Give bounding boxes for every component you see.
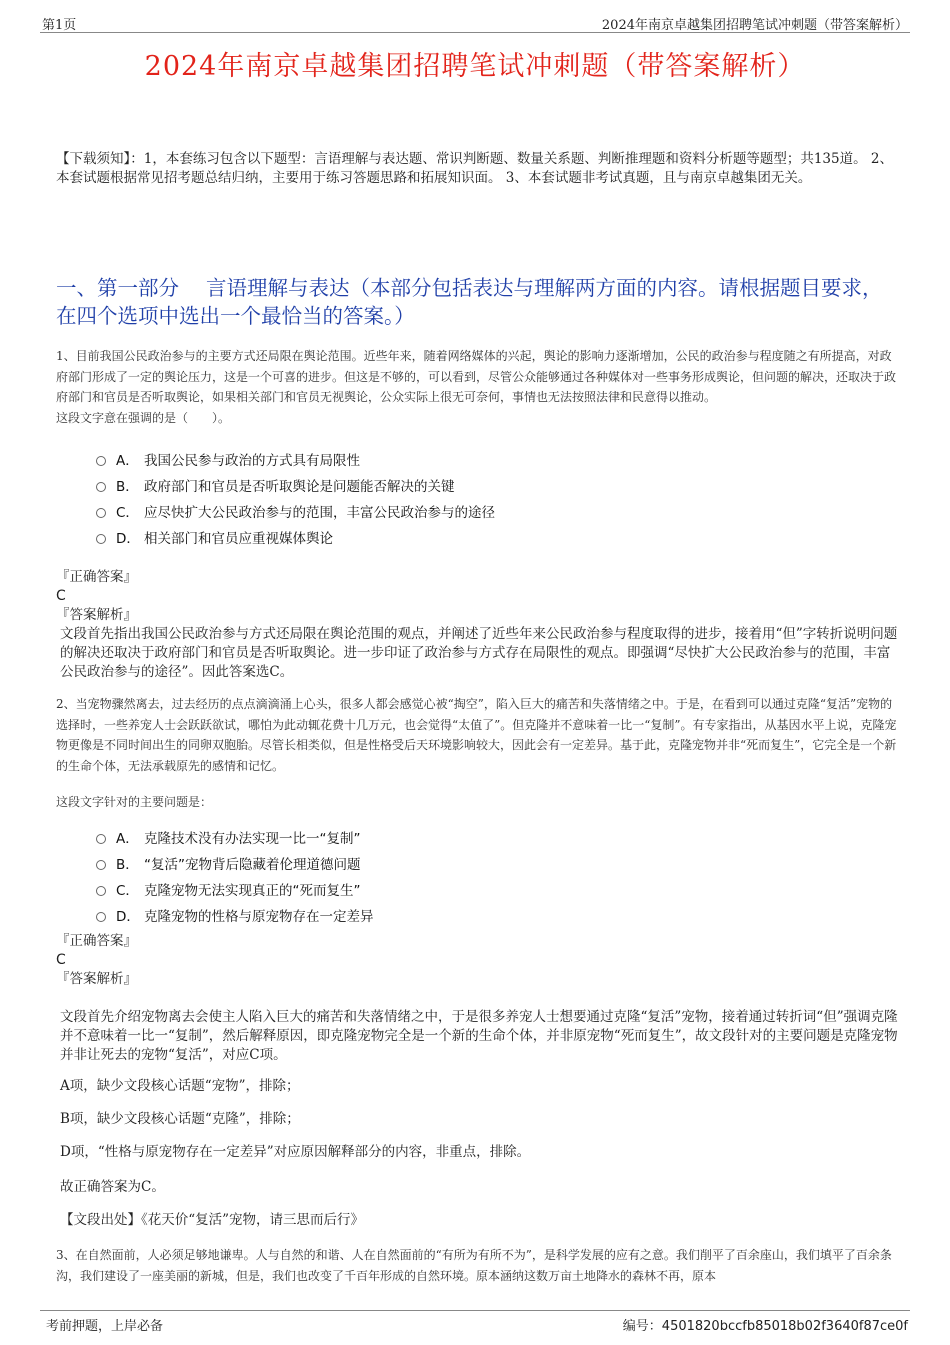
q1-option-d[interactable]: D． 相关部门和官员应重视媒体舆论: [96, 524, 896, 550]
answer-label: 『正确答案』: [56, 933, 137, 949]
radio-icon[interactable]: [96, 508, 106, 518]
radio-icon[interactable]: [96, 834, 106, 844]
doc-id: 编号：4501820bccfb85018b02f3640f87ce0f: [622, 1319, 908, 1334]
q2-source: 【文段出处】《花天价“复活”宠物，请三思而后行》: [60, 1212, 365, 1228]
footer-slogan: 考前押题，上岸必备: [46, 1319, 164, 1334]
radio-icon[interactable]: [96, 912, 106, 922]
radio-icon[interactable]: [96, 860, 106, 870]
answer-label: 『正确答案』: [56, 569, 137, 585]
page-footer: [40, 1310, 910, 1335]
q2-option-a[interactable]: A． 克隆技术没有办法实现一比一“复制”: [96, 824, 896, 850]
section-title: 一、第一部分 言语理解与表达（本部分包括表达与理解两方面的内容。请根据题目要求，在四个选项中选出一个最恰当的答案。）: [56, 276, 883, 328]
radio-icon[interactable]: [96, 886, 106, 896]
q1-option-b[interactable]: B． 政府部门和官员是否听取舆论是问题能否解决的关键: [96, 472, 896, 498]
question-3-text: 3、在自然面前，人必须足够地谦卑。人与自然的和谐、人在自然面前的“有所为有所不为”，是科学发展的应有之意。我们削平了百余座山，我们填平了百余条沟，我们建设了一座美丽的新城，但是，我们也改变了千百年形成的自然环境。原本涵纳这数万亩土地降水的森林不再，原本: [56, 1248, 892, 1283]
question-1-stem: 这段文字意在强调的是（ ）。: [56, 410, 231, 425]
question-2-answer-block: [56, 932, 902, 989]
question-2-options: [96, 824, 896, 928]
q2-option-c[interactable]: C． 克隆宠物无法实现真正的“死而复生”: [96, 876, 896, 902]
radio-icon[interactable]: [96, 456, 106, 466]
question-1-options: [96, 446, 896, 550]
q2-option-d[interactable]: D． 克隆宠物的性格与原宠物存在一定差异: [96, 902, 896, 928]
correct-answer: C: [56, 588, 66, 604]
page-header: [40, 12, 910, 33]
question-1-answer-block: [56, 568, 902, 682]
q2-note-d: D项，“性格与原宠物存在一定差异”对应原因解释部分的内容，非重点，排除。: [60, 1144, 531, 1160]
question-2-stem: 这段文字针对的主要问题是：: [56, 795, 213, 809]
q2-analysis-text: 文段首先介绍宠物离去会使主人陷入巨大的痛苦和失落情绪之中，于是很多养宠人士想要通过克隆“复活”宠物，接着通过转折词“但”强调克隆并不意味着一比一“复制”，然后解释原因，即克隆宠物完全是一个新的生命个体，并非原宠物“死而复生”，故文段针对的主要问题是克隆宠物并非让死去的宠物“复活”，对应C项。: [60, 1009, 898, 1063]
question-2-text: 2、当宠物骤然离去，过去经历的点点滴滴涌上心头，很多人都会感觉心被“掏空”，陷入巨大的痛苦和失落情绪之中。于是，在看到可以通过克隆“复活”宠物的选择时，一些养宠人士会跃跃欲试，哪怕为此动辄花费十几万元，也会觉得“太值了”。但克隆并不意味着一比一“复制”。有专家指出，从基因水平上说，克隆宠物更像是不同时间出生的同卵双胞胎。尽管长相类似，但是性格受后天环境影响较大，因此会有一定差异。基于此，克隆宠物并非“死而复生”，它完全是一个新的生命个体，无法承载原先的感情和记忆。: [56, 697, 897, 773]
q1-option-a[interactable]: A． 我国公民参与政治的方式具有局限性: [96, 446, 896, 472]
correct-answer: C: [56, 952, 66, 968]
analysis-label: 『答案解析』: [56, 971, 137, 987]
question-1-text: 1、目前我国公民政治参与的主要方式还局限在舆论范围。近些年来，随着网络媒体的兴起，舆论的影响力逐渐增加，公民的政治参与程度随之有所提高，对政府部门形成了一定的舆论压力，这是一个可喜的进步。但这是不够的，可以看到，尽管公众能够通过各种媒体对一些事务形成舆论，但问题的解决，还取决于政府部门和官员是否听取舆论，如果相关部门和官员无视舆论，公众实际上很无可奈何，事情也无法按照法律和民意得以推动。 这段文字意在强调的是（ ）。: [56, 346, 902, 428]
radio-icon[interactable]: [96, 482, 106, 492]
page-number: 第1页: [42, 18, 77, 33]
radio-icon[interactable]: [96, 534, 106, 544]
page-title: 2024年南京卓越集团招聘笔试冲刺题（带答案解析）: [144, 51, 806, 82]
q2-conclusion: 故正确答案为C。: [60, 1179, 165, 1195]
analysis-label: 『答案解析』: [56, 607, 137, 623]
q2-option-b[interactable]: B． “复活”宠物背后隐藏着伦理道德问题: [96, 850, 896, 876]
q1-option-c[interactable]: C． 应尽快扩大公民政治参与的范围，丰富公民政治参与的途径: [96, 498, 896, 524]
q2-note-b: B项，缺少文段核心话题“克隆”，排除；: [60, 1111, 300, 1127]
download-notice: 【下载须知】：1，本套练习包含以下题型：言语理解与表达题、常识判断题、数量关系题、判断推理题和资料分析题等题型；共135道。 2、本套试题根据常见招考题总结归纳，主要用于练习答题思路和拓展知识面。 3、本套试题非考试真题，且与南京卓越集团无关。: [56, 151, 893, 186]
header-doc-title: 2024年南京卓越集团招聘笔试冲刺题（带答案解析）: [601, 18, 908, 33]
q2-note-a: A项，缺少文段核心话题“宠物”，排除；: [60, 1078, 300, 1094]
analysis-text: 文段首先指出我国公民政治参与方式还局限在舆论范围的观点，并阐述了近些年来公民政治参与程度取得的进步，接着用“但”字转折说明问题的解决还取决于政府部门和官员是否听取舆论。进一步印证了政治参与方式存在局限性的观点。即强调“尽快扩大公民政治参与的范围，丰富公民政治参与的途径”。因此答案选C。: [60, 626, 898, 680]
